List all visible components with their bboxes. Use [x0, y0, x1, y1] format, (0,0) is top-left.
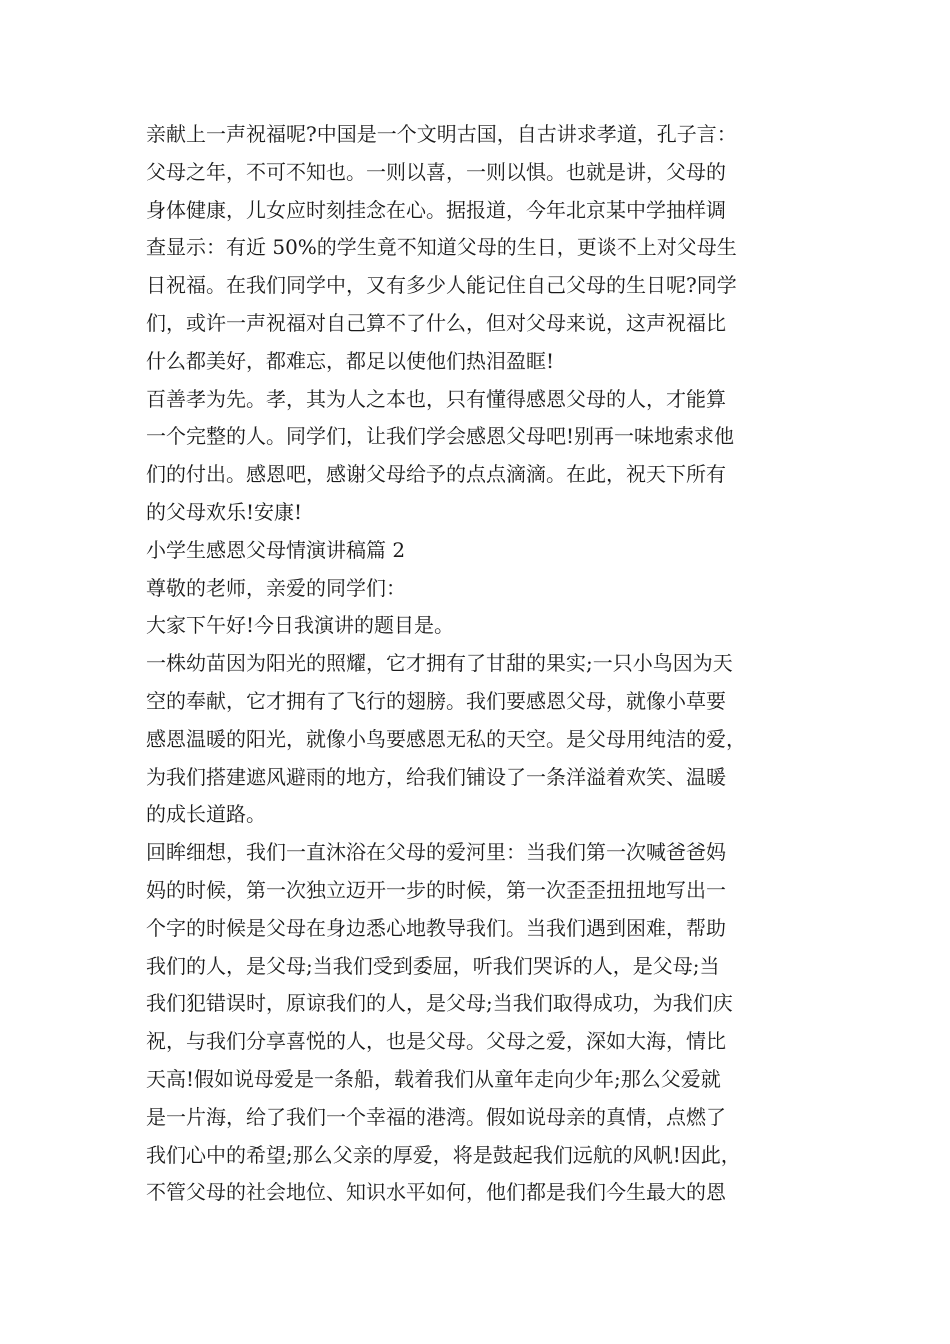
document-body — [146, 116, 816, 1212]
text-line: 为我们搭建遮风避雨的地方，给我们铺设了一条洋溢着欢笑、温暖 — [146, 764, 726, 789]
text-line: 祝，与我们分享喜悦的人，也是父母。父母之爱，深如大海，情比 — [146, 1029, 726, 1054]
greeting — [146, 607, 816, 645]
text-line: 回眸细想，我们一直沐浴在父母的爱河里：当我们第一次喊爸爸妈 — [146, 840, 726, 865]
text-line: 妈的时候，第一次独立迈开一步的时候，第一次歪歪扭扭地写出一 — [146, 877, 726, 902]
paragraph-filial-piety — [146, 381, 816, 532]
text-line: 一株幼苗因为阳光的照耀，它才拥有了甘甜的果实;一只小鸟因为天 — [146, 651, 733, 676]
paragraph-recollection — [146, 834, 816, 1212]
paragraph-birthday-blessing — [146, 116, 816, 381]
text-line: 空的奉献，它才拥有了飞行的翅膀。我们要感恩父母，就像小草要 — [146, 688, 726, 713]
heading-line: 小学生感恩父母情演讲稿篇 2 — [146, 537, 406, 562]
text-line: 天高!假如说母爱是一条船，载着我们从童年走向少年;那么父爱就 — [146, 1066, 721, 1091]
text-line: 百善孝为先。孝，其为人之本也，只有懂得感恩父母的人，才能算 — [146, 386, 726, 411]
text-line: 查显示：有近 50%的学生竟不知道父母的生日，更谈不上对父母生 — [146, 235, 737, 260]
text-line: 日祝福。在我们同学中，又有多少人能记住自己父母的生日呢?同学 — [146, 273, 737, 298]
text-line: 大家下午好!今日我演讲的题目是。 — [146, 613, 455, 638]
text-line: 们，或许一声祝福对自己算不了什么，但对父母来说，这声祝福比 — [146, 310, 726, 335]
text-line: 尊敬的老师，亲爱的同学们： — [146, 575, 406, 600]
text-line: 个字的时候是父母在身边悉心地教导我们。当我们遇到困难，帮助 — [146, 915, 726, 940]
text-line: 一个完整的人。同学们，让我们学会感恩父母吧!别再一味地索求他 — [146, 424, 735, 449]
text-line: 不管父母的社会地位、知识水平如何，他们都是我们今生最大的恩 — [146, 1180, 726, 1205]
section-heading — [146, 532, 816, 570]
text-line: 我们犯错误时，原谅我们的人，是父母;当我们取得成功，为我们庆 — [146, 991, 733, 1016]
text-line: 什么都美好，都难忘，都足以使他们热泪盈眶! — [146, 348, 555, 373]
text-line: 身体健康，儿女应时刻挂念在心。据报道，今年北京某中学抽样调 — [146, 197, 726, 222]
salutation — [146, 570, 816, 608]
text-line: 是一片海，给了我们一个幸福的港湾。假如说母亲的真情，点燃了 — [146, 1104, 726, 1129]
text-line: 感恩温暖的阳光，就像小鸟要感恩无私的天空。是父母用纯洁的爱， — [146, 726, 746, 751]
text-line: 父母之年，不可不知也。一则以喜，一则以惧。也就是讲，父母的 — [146, 159, 726, 184]
text-line: 的成长道路。 — [146, 802, 266, 827]
text-line: 的父母欢乐!安康! — [146, 499, 303, 524]
paragraph-seedling — [146, 645, 816, 834]
text-line: 们的付出。感恩吧，感谢父母给予的点点滴滴。在此，祝天下所有 — [146, 462, 726, 487]
text-line: 亲献上一声祝福呢?中国是一个文明古国，自古讲求孝道，孔子言： — [146, 122, 737, 146]
text-line: 我们心中的希望;那么父亲的厚爱，将是鼓起我们远航的风帆!因此， — [146, 1142, 741, 1167]
text-line: 我们的人，是父母;当我们受到委屈，听我们哭诉的人，是父母;当 — [146, 953, 720, 978]
